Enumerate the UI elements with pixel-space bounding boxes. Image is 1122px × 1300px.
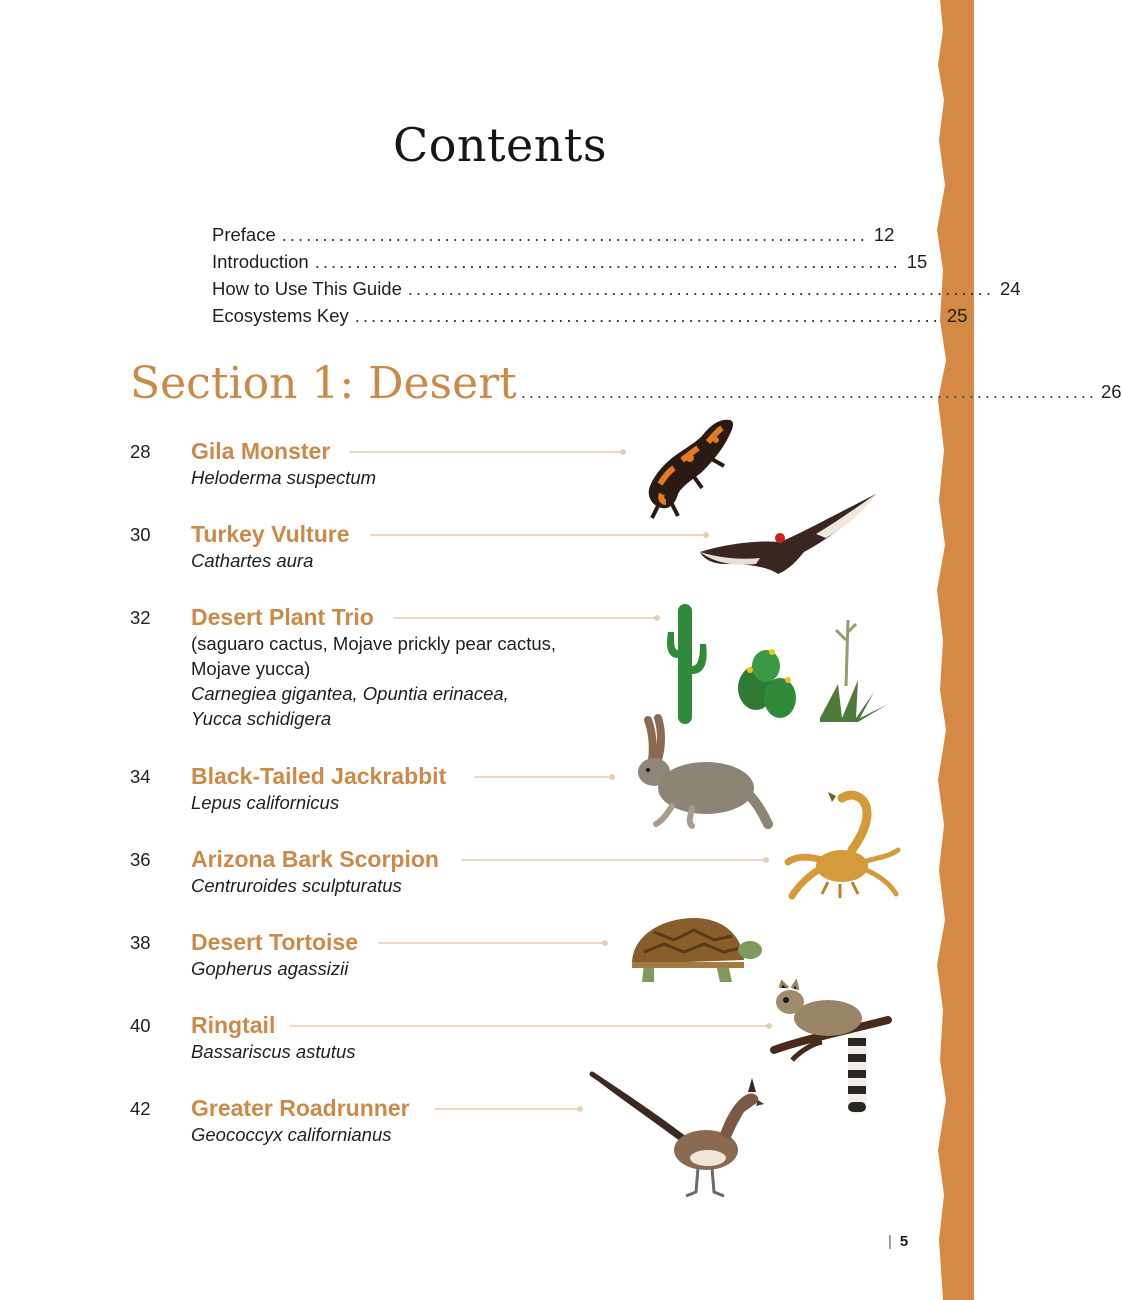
toc-label: Introduction xyxy=(212,251,309,272)
common-names: (saguaro cactus, Mojave prickly pear cactus, xyxy=(191,633,557,654)
folio-separator: | xyxy=(888,1233,892,1250)
entry-name: Turkey Vulture xyxy=(191,521,350,547)
toc-page-number: 12 xyxy=(873,224,895,245)
entry-name: Black-Tailed Jackrabbit xyxy=(191,763,447,789)
toc-label: How to Use This Guide xyxy=(212,278,402,299)
leader-line xyxy=(435,1108,580,1110)
toc-label: Preface xyxy=(212,224,276,245)
page-number: 5 xyxy=(899,1233,909,1250)
toc-label: Ecosystems Key xyxy=(212,305,349,326)
page-folio xyxy=(888,1233,908,1250)
scientific-name: Gopherus agassizii xyxy=(191,958,349,979)
dot-leader: ........................................................................ xyxy=(520,382,1097,402)
entry-page-number: 40 xyxy=(130,1015,151,1036)
scientific-name: Geococcyx californianus xyxy=(191,1124,392,1145)
leader-line xyxy=(289,1025,769,1027)
entry-page-number: 36 xyxy=(130,849,151,870)
section-title: Section 1: Desert xyxy=(130,358,517,409)
toc-row-ecosystems-key[interactable] xyxy=(212,305,968,331)
dot-leader: ........................................................................ xyxy=(354,305,941,326)
leader-line xyxy=(461,859,766,861)
scientific-name: Heloderma suspectum xyxy=(191,467,377,488)
entry-page-number: 32 xyxy=(130,607,151,628)
turkey-vulture-illustration xyxy=(696,490,882,582)
section-heading-desert[interactable] xyxy=(130,358,1122,409)
entry-name: Gila Monster xyxy=(191,438,331,464)
toc-row-introduction[interactable] xyxy=(212,251,928,277)
leader-line xyxy=(349,451,623,453)
torn-edge-decoration xyxy=(934,0,974,1300)
toc-row-how-to-use[interactable] xyxy=(212,278,1021,304)
jackrabbit-illustration xyxy=(632,716,772,830)
leader-line xyxy=(378,942,605,944)
tortoise-illustration xyxy=(624,912,764,990)
dot-leader: ........................................................................ xyxy=(314,251,901,272)
toc-page-number: 24 xyxy=(999,278,1021,299)
scientific-name: Bassariscus astutus xyxy=(191,1041,356,1062)
entry-name: Ringtail xyxy=(191,1012,276,1038)
scientific-name: Cathartes aura xyxy=(191,550,314,571)
leader-line xyxy=(370,534,706,536)
entry-page-number: 30 xyxy=(130,524,151,545)
toc-page-number: 25 xyxy=(946,305,968,326)
entry-page-number: 42 xyxy=(130,1098,151,1119)
dot-leader: ........................................................................ xyxy=(407,278,994,299)
scientific-name: Centruroides sculpturatus xyxy=(191,875,402,896)
entry-name: Desert Tortoise xyxy=(191,929,359,955)
scientific-name: Carnegiea gigantea, Opuntia erinacea, xyxy=(191,683,509,704)
ringtail-illustration xyxy=(772,980,890,1118)
scientific-name: Yucca schidigera xyxy=(191,708,332,729)
entry-page-number: 34 xyxy=(130,766,151,787)
entry-page-number: 28 xyxy=(130,441,151,462)
desert-plants-illustration xyxy=(660,600,896,728)
entry-name: Arizona Bark Scorpion xyxy=(191,846,439,872)
entry-name: Desert Plant Trio xyxy=(191,604,374,630)
toc-page-number: 15 xyxy=(906,251,928,272)
scorpion-illustration xyxy=(782,790,902,908)
entry-name: Greater Roadrunner xyxy=(191,1095,410,1121)
leader-line xyxy=(393,617,657,619)
page-title: Contents xyxy=(393,118,607,172)
toc-row-preface[interactable] xyxy=(212,224,895,250)
roadrunner-illustration xyxy=(588,1068,764,1200)
dot-leader: ........................................................................ xyxy=(281,224,868,245)
leader-line xyxy=(474,776,612,778)
entry-page-number: 38 xyxy=(130,932,151,953)
scientific-name: Lepus californicus xyxy=(191,792,340,813)
common-names: Mojave yucca) xyxy=(191,658,311,679)
section-page-number: 26 xyxy=(1100,381,1122,402)
